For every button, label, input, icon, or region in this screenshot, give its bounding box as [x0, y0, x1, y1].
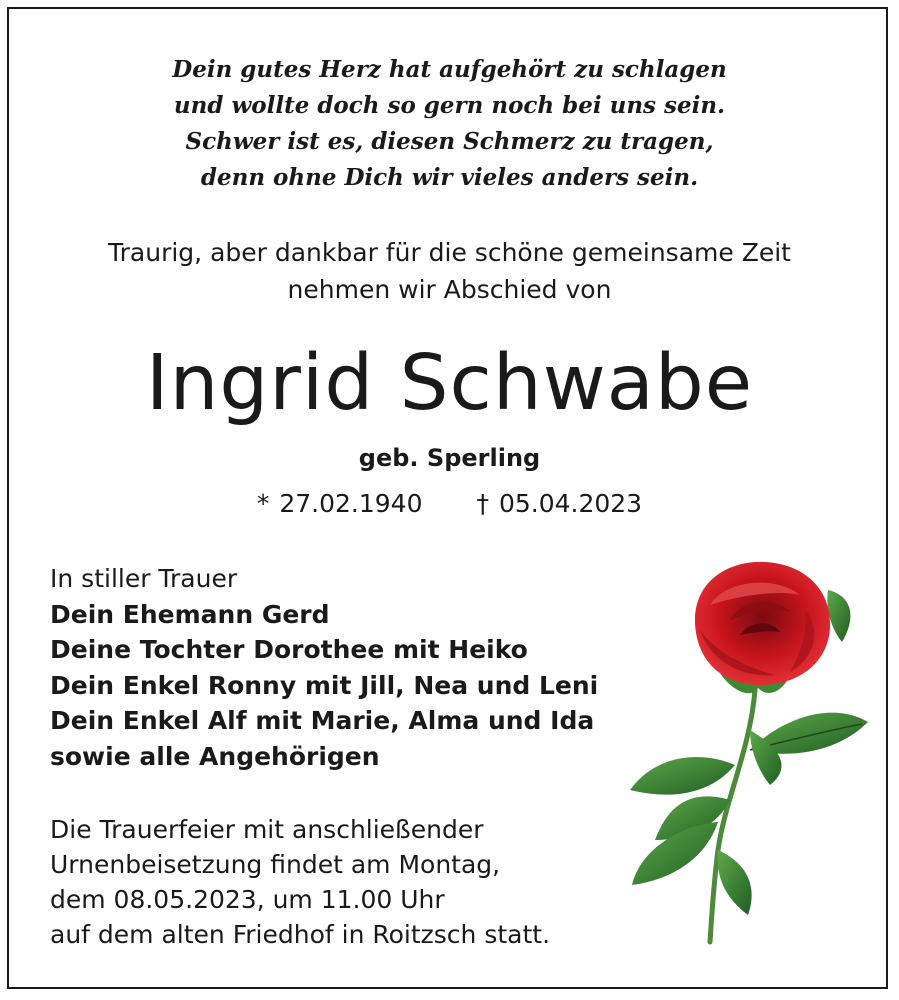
deceased-name: Ingrid Schwabe — [145, 339, 754, 428]
ceremony-line: Urnenbeisetzung findet am Montag, — [50, 850, 501, 879]
ceremony-line: dem 08.05.2023, um 11.00 Uhr — [50, 885, 445, 914]
maiden-name: geb. Sperling — [358, 444, 541, 472]
poem-line: Dein gutes Herz hat aufgehört zu schlagen — [172, 56, 727, 83]
death-date: † 05.04.2023 — [476, 489, 643, 518]
mourner-name: sowie alle Angehörigen — [50, 741, 380, 771]
poem-line: denn ohne Dich wir vieles anders sein. — [200, 164, 699, 191]
mourner-name: Dein Enkel Alf mit Marie, Alma und Ida — [50, 706, 595, 735]
rose-icon — [600, 550, 880, 950]
mourners-list — [50, 561, 598, 774]
ceremony-line: Die Trauerfeier mit anschließender — [50, 815, 484, 844]
birth-date: * 27.02.1940 — [256, 489, 423, 518]
life-dates — [0, 485, 899, 523]
ceremony-info — [50, 812, 550, 952]
poem-line: und wollte doch so gern noch bei uns sein. — [173, 92, 726, 119]
intro-line: nehmen wir Abschied von — [287, 275, 612, 304]
mourners-heading: In stiller Trauer — [50, 564, 238, 593]
farewell-intro — [0, 234, 899, 308]
ceremony-line: auf dem alten Friedhof in Roitzsch statt. — [50, 920, 551, 949]
mourner-name: Deine Tochter Dorothee mit Heiko — [50, 635, 528, 664]
poem-line: Schwer ist es, diesen Schmerz zu tragen, — [185, 128, 714, 155]
mourner-name: Dein Enkel Ronny mit Jill, Nea und Leni — [50, 670, 599, 700]
poem — [0, 52, 899, 196]
intro-line: Traurig, aber dankbar für die schöne gemeinsame Zeit — [108, 238, 791, 267]
mourner-name: Dein Ehemann Gerd — [50, 599, 330, 629]
